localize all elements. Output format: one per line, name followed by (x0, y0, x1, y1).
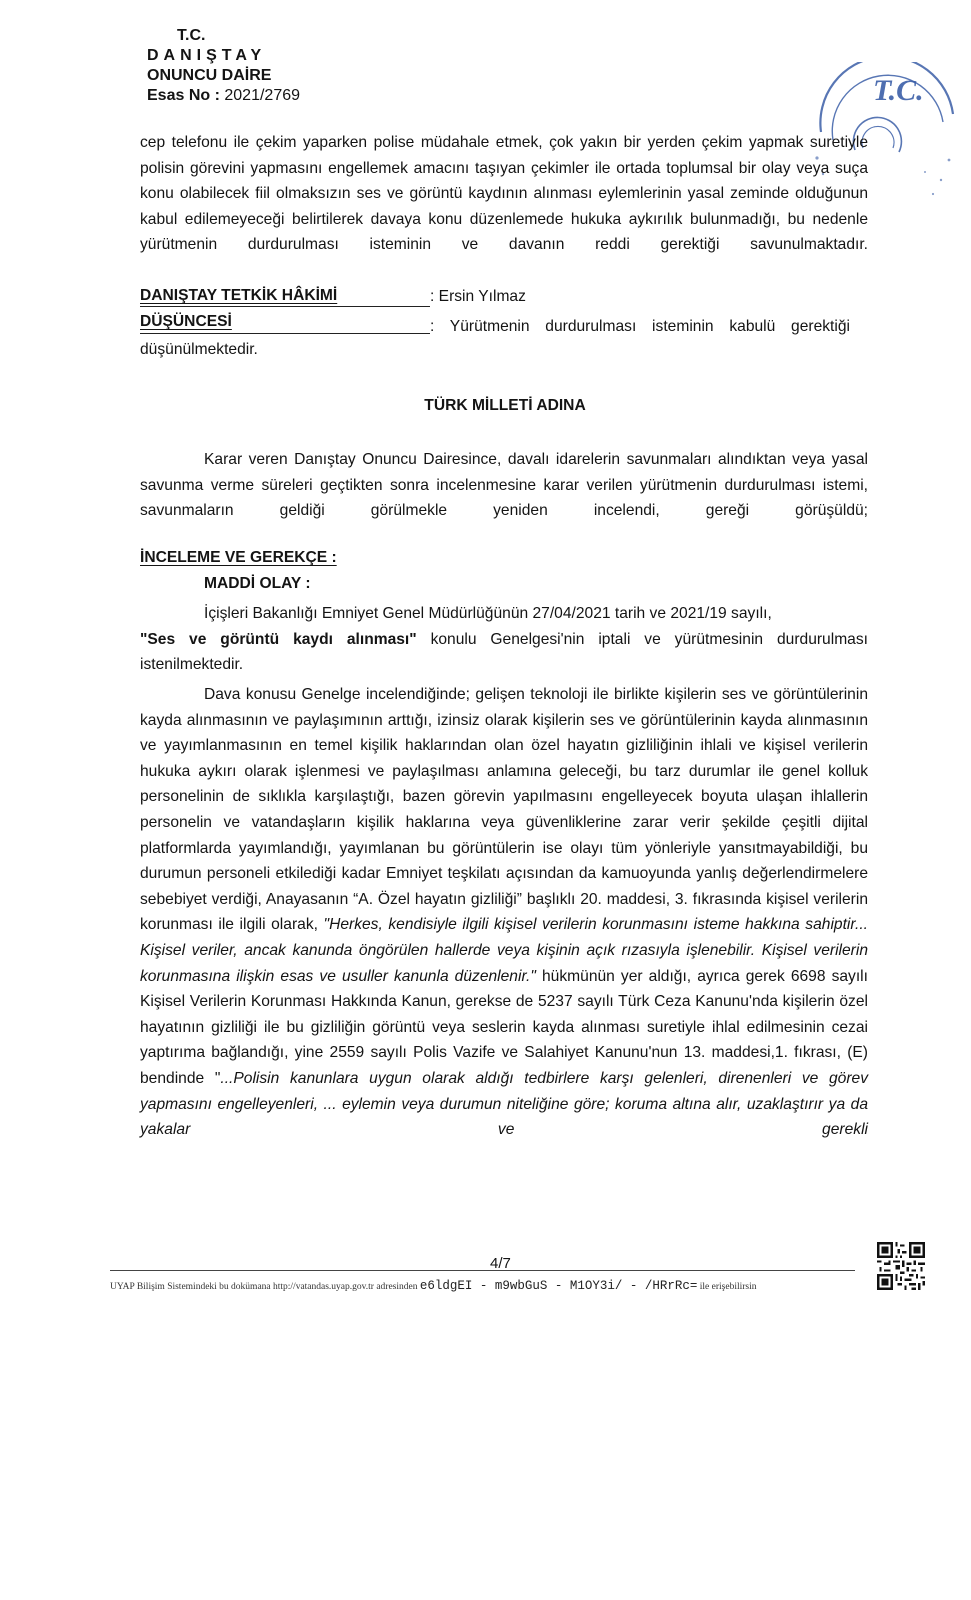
chamber-name: ONUNCU DAİRE (147, 67, 272, 84)
court-name: DANIŞTAY (147, 47, 267, 64)
section-heading: İNCELEME VE GEREKÇE : (140, 549, 337, 566)
judge-label-rule (140, 306, 430, 307)
tc-label: T.C. (177, 27, 206, 44)
case-number-label: Esas No : (147, 87, 220, 104)
circular-title: "Ses ve görüntü kaydı alınması" (140, 630, 417, 648)
analysis-part-1: Dava konusu Genelge incelendiğinde; gelişen teknoloji ile birlikte kişilerin ses ve görüntülerinin kayda alınmasının ve paylaşımının arttığı, izinsiz olarak kişilerin ses ve görüntülerinin kayda alınmasının ve yayımlanmasının en temel kişilik haklarından olan özel hayatın gizliliğinin ihlali ve kişisel verilerin hukuka aykırı olarak işlenmesi ve paylaşılması anlamına geleceği, bu tarz durumlar ile genel kolluk personelinin de sıklıkla karşılaştığı, bazen görevin yapılmasını engelleyecek boyuta ulaşan ihlallerin personelin ve vatandaşların kişilik haklarına veya güvenliklerine zarar verir şekilde çeşitli dijital platformlarda yayımlandığı, yayımlanan bu görüntülerin ise olayı tüm yönleriyle yansıtmayabildiği, bu durumun personeli etkilediği kadar Emniyet teşkilatı açısından da kamuoyunda yanlış değerlendirmelere sebebiyet verdiği, Anayasanın “A. Özel hayatın gizliliği” başlıklı 20. maddesi, 3. fıkrasında kişisel verilerin korunması ile ilgili olarak, (140, 686, 868, 934)
opinion-label-rule (140, 333, 430, 334)
document-header (147, 26, 300, 106)
case-number-value: 2021/2769 (224, 87, 301, 104)
analysis-part-2: hükmünün yer aldığı, ayrıca gerek 6698 sayılı Kişisel Verilerin Korunması Hakkında Kanun, gerekse de 5237 sayılı Türk Ceza Kanunu'nda kişilerin özel hayatının gizliliği ile bu gizliliğin görüntü veya seslerin kayda alınması suretiyle ihlal edilmesinin cezai yaptırıma bağlandığı, yine 2559 sayılı Polis Vazife ve Salahiyet Kanunu'nun 13. maddesi,1. fıkrası, (E) bendinde " (140, 967, 868, 1087)
opinion-label: DÜŞÜNCESİ (140, 313, 232, 330)
police-law-quote: ...Polisin kanunlara uygun olarak aldığı tedbirlere karşı gelenleri, direnenleri ve görev yapmasını engelleyenleri, ... eylemin veya durumun niteliğine göre; koruma altına alır, uzaklaştırır ya da yakalar ve gerekli (140, 1069, 868, 1139)
analysis-paragraph (140, 682, 868, 1168)
footer-verification (110, 1279, 757, 1293)
case-number (147, 86, 300, 106)
judge-name: : Ersin Yılmaz (430, 288, 526, 305)
defense-paragraph: cep telefonu ile çekim yaparken polise müdahale etmek, çok yakın bir yerden çekim yapmak suretiyle polisin görevini yapmasını engellemek amacını taşıyan çekimler ile ortada toplumsal bir olay veya suça konu olabilecek fiil olmaksızın ses ve görüntü kaydının alınması eylemlerinin yasal zeminde olduğunun kabul edilemeyeceği belirtilerek davaya konu düzenlemede hukuka aykırılık bulunmadığı, bu nedenle yürütmenin durdurulması isteminin ve davanın reddi gerektiği savunulmaktadır. (140, 134, 868, 254)
footer-text: UYAP Bilişim Sistemindeki bu dokümana http://vatandas.uyap.gov.tr adresinden (110, 1282, 418, 1292)
decision-intro: Karar veren Danıştay Onuncu Dairesince, davalı idarelerin savunmaları alındıktan veya yasal savunma verme süreleri geçtikten sonra incelenmesine karar verilen yürütmenin durdurulması istemi, savunmaların geldiği görülmekle yeniden incelendi, gereği görüşüldü; (140, 451, 868, 520)
opinion-continuation: düşünülmektedir. (140, 341, 258, 358)
footer-suffix: ile erişebilirsin (699, 1282, 757, 1292)
facts-rest: konulu Genelgesi'nin iptali ve yürütmesinin durdurulması istenilmektedir. (140, 630, 868, 674)
facts-line-1: İçişleri Bakanlığı Emniyet Genel Müdürlüğünün 27/04/2021 tarih ve 2021/19 sayılı, (204, 605, 772, 622)
seal-letters: T.C. (873, 74, 924, 107)
constitution-quote: "Herkes, kendisiyle ilgili kişisel verilerin korunmasını isteme hakkına sahiptir... Kişisel veriler, ancak kanunda öngörülen hallerde veya kişinin açık rızasıyla işlenebilir. Kişisel verilerin korunmasına ilişkin esas ve usuller kanunla düzenlenir." (140, 916, 868, 985)
opinion-text: : Yürütmenin durdurulması isteminin kabulü gerektiği (430, 318, 850, 335)
footer-rule (110, 1270, 855, 1271)
verification-code: e6ldgEI - m9wbGuS - M1OY3i/ - /HRrRc= (419, 1279, 698, 1293)
sub-heading: MADDİ OLAY : (204, 575, 311, 592)
qr-code-icon (877, 1242, 925, 1290)
page-number: 4/7 (490, 1255, 511, 1272)
judge-label: DANIŞTAY TETKİK HÂKİMİ (140, 287, 338, 304)
nation-heading: TÜRK MİLLETİ ADINA (424, 397, 586, 414)
